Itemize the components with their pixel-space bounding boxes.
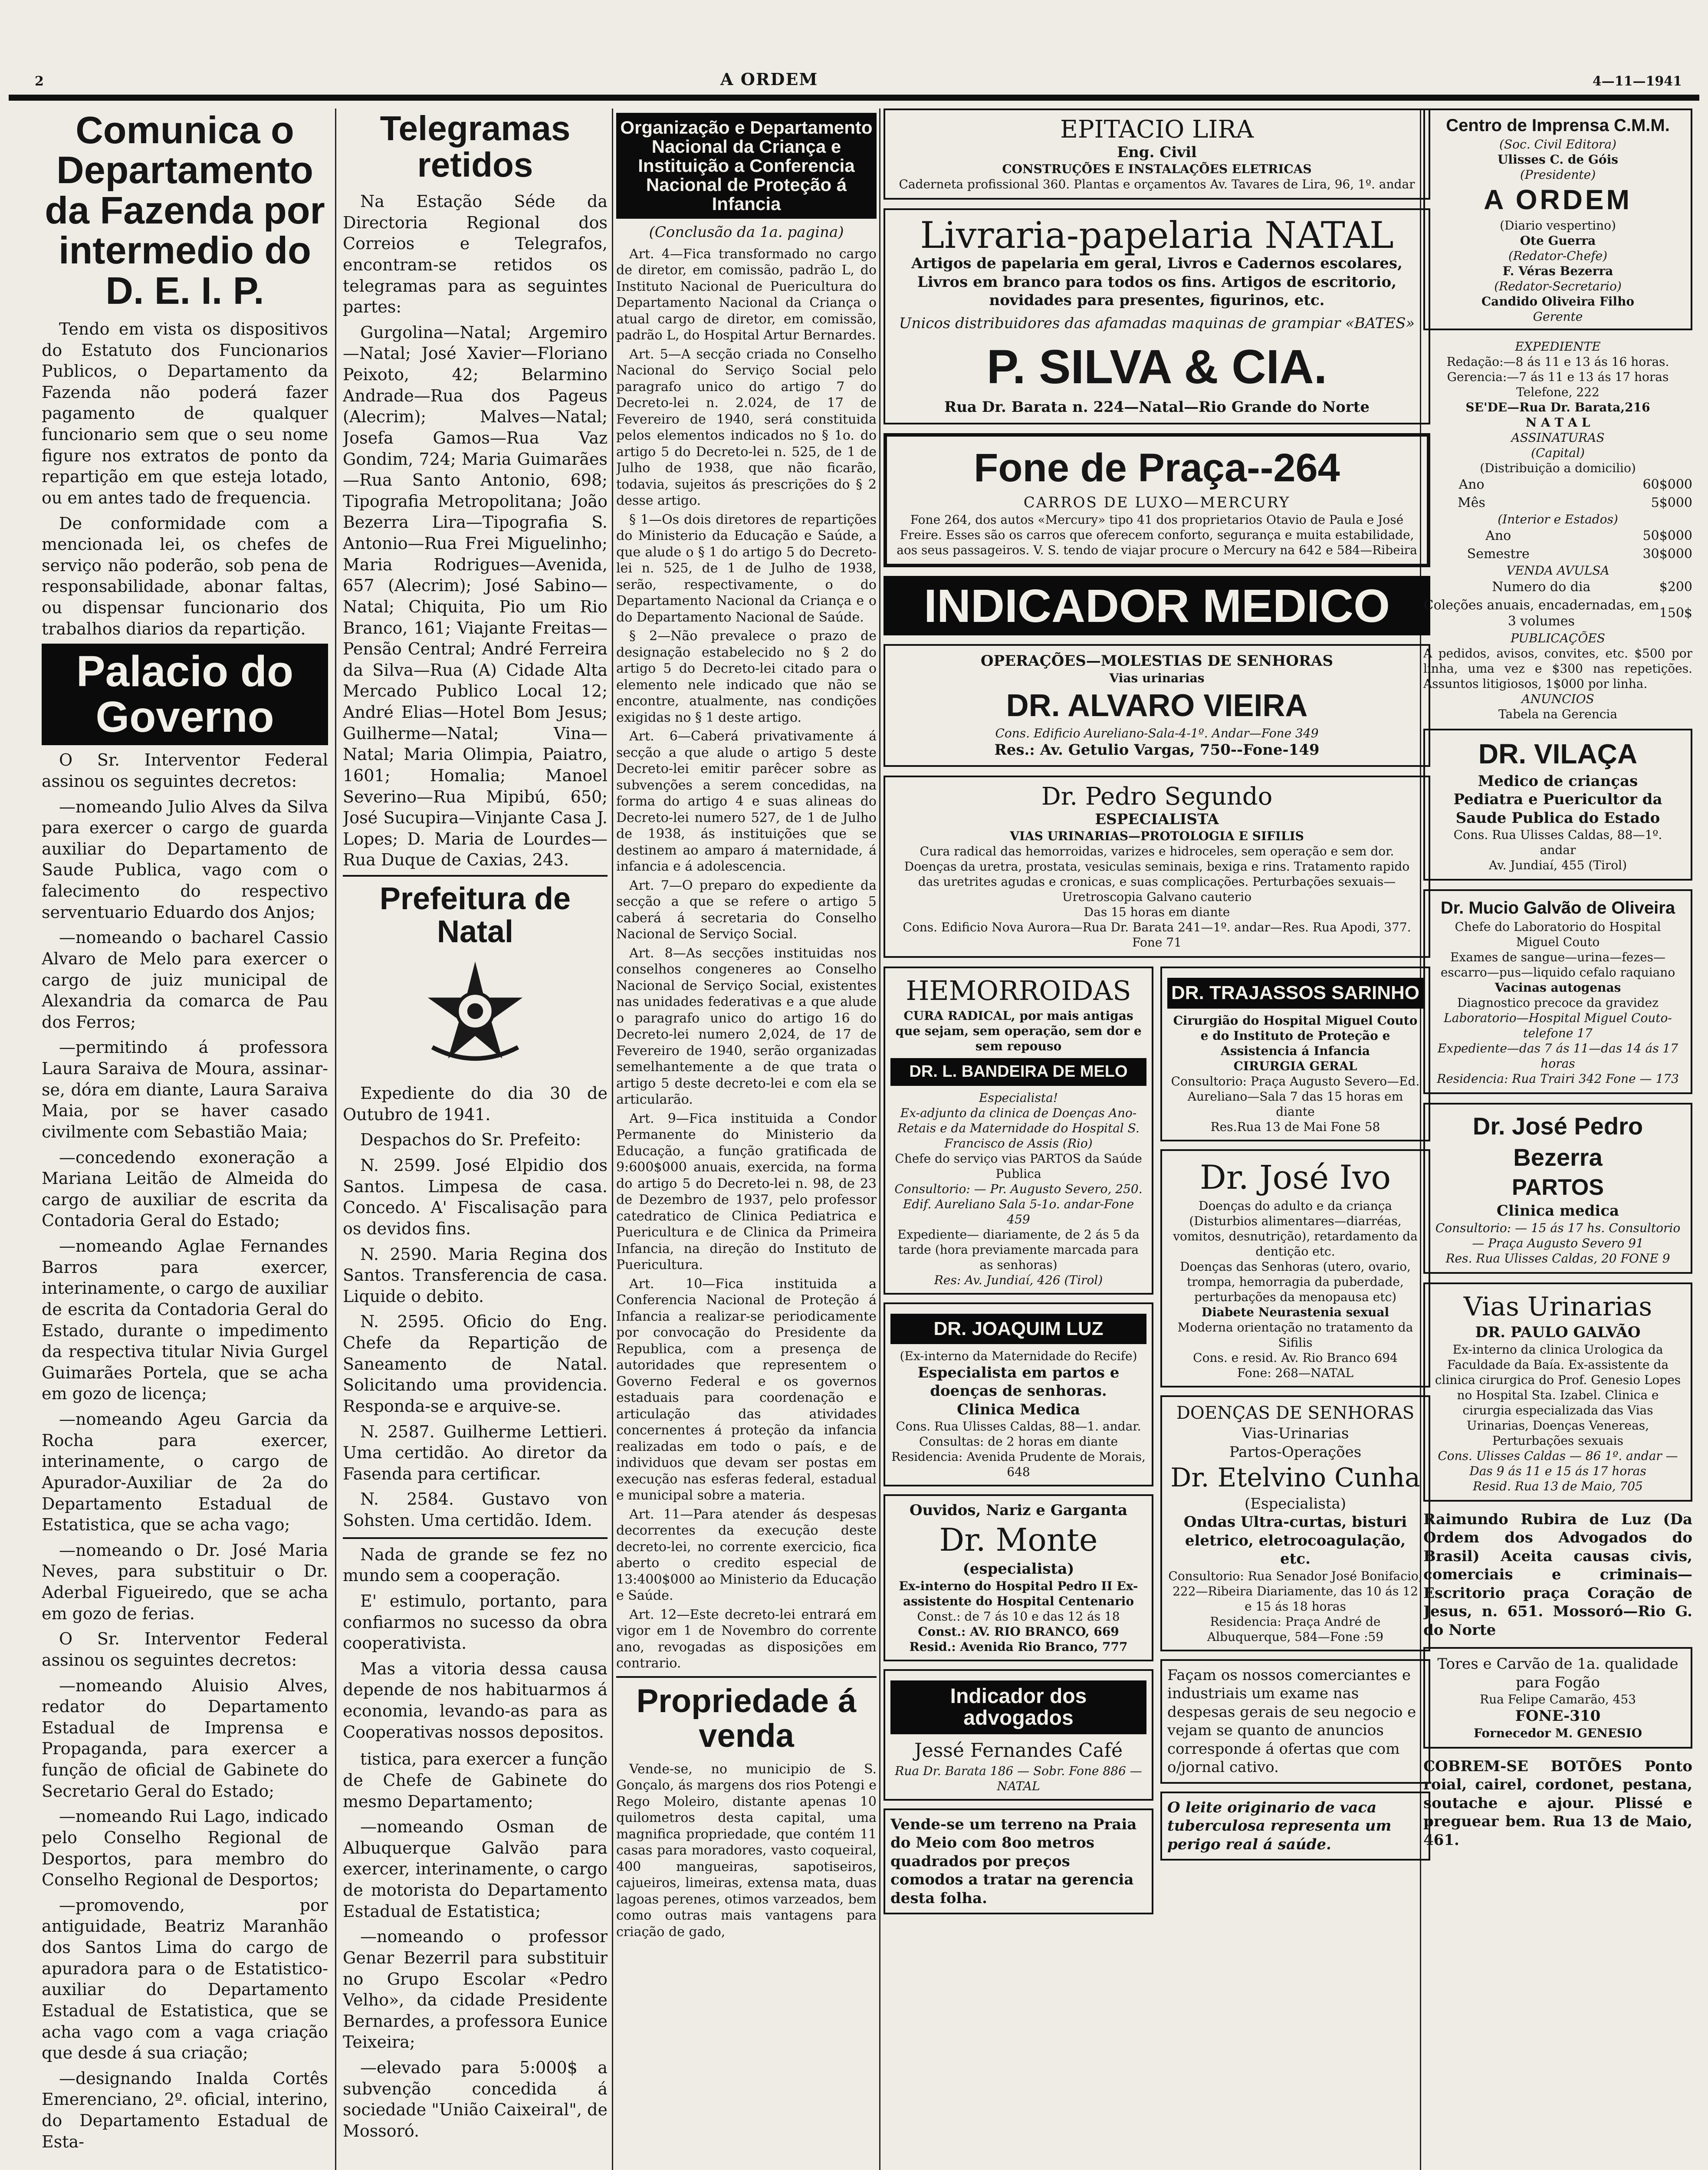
price-label: Coleções anuais, encadernadas, em 3 volumes — [1423, 597, 1659, 629]
ad-text: Consultorio: — Pr. Augusto Severo, 250. Edif. Aureliano Sala 5-1o. andar-Fone 459 — [894, 1181, 1143, 1226]
article-paragraph: Despachos do Sr. Prefeito: — [360, 1130, 581, 1150]
centro-imprensa-box — [1423, 108, 1692, 330]
ad-text: Av. Jundiaí, 455 (Tirol) — [1488, 858, 1627, 872]
ad-text: Medico de crianças — [1478, 772, 1638, 790]
price-value: 150$ — [1659, 605, 1692, 621]
price-value: 5$000 — [1651, 495, 1692, 510]
ad-doctor-name: DR. JOAQUIM LUZ — [890, 1314, 1146, 1344]
ad-title: Fone de Praça--264 — [974, 445, 1340, 490]
text: Redação:—8 ás 11 e 13 ás 16 horas. — [1446, 355, 1669, 369]
ad-text: Cons. Ulisses Caldas — 86 1º. andar — Das 9 ás 11 e 15 ás 17 horas — [1438, 1448, 1678, 1478]
ad-title: DR. VILAÇA — [1478, 738, 1638, 769]
ad-title: DOENÇAS DE SENHORAS — [1176, 1403, 1415, 1423]
ad-text: OPERAÇÕES—MOLESTIAS DE SENHORAS — [980, 652, 1334, 670]
ad-title: Dr. José Ivo — [1199, 1157, 1391, 1197]
ad-text: (Presidente) — [1520, 168, 1596, 182]
ad-text: ESPECIALISTA — [1095, 810, 1219, 828]
ad-text: Doenças do adulto e da criança (Disturbios alimentares—diarréas, vomitos, desnutrição), retardamento da dentição etc. — [1173, 1198, 1418, 1259]
article-paragraph: Art. 7—O preparo do expediente da secção a que se refere o artigo 5 caberá á secretaria do Conselho Nacional de Serviço Social. — [616, 878, 877, 942]
ad-text: Res. Rua Ulisses Caldas, 20 FONE 9 — [1445, 1251, 1670, 1266]
article-paragraph: Vende-se, no municipio de S. Gonçalo, ás margens dos rios Potengi e Rego Moleiro, distante apenas 10 quilometros desta capital, uma magnifica propriedade, que contém 11 casas para moradores, vasto coqueiral, 400 mangueiras, sapotiseiros, cajueiros, limeiras, extensa mata, duas lagoas perenes, otimos varzeados, bem como outras mais vantagens para criação de gado, — [616, 1761, 877, 1940]
ad-text: Cons. Rua Ulisses Caldas, 88—1. andar. Consultas: de 2 horas em diante — [896, 1419, 1141, 1449]
paper-name: A ORDEM — [1484, 184, 1632, 216]
ad-title: Dr. Mucio Galvão de Oliveira — [1440, 898, 1675, 917]
ad-text: Ulisses C. de Góis — [1498, 152, 1618, 167]
ad-doctor-name: DR. L. BANDEIRA DE MELO — [890, 1058, 1146, 1086]
ad-text: Resid.: Avenida Rio Branco, 777 — [909, 1639, 1128, 1654]
ad-text: Residencia: Praça André de Albuquerque, 584—Fone :59 — [1207, 1614, 1384, 1644]
ad-dr-monte — [884, 1494, 1153, 1661]
ad-text: Exames de sangue—urina—fezes—escarro—pus—liquido cefalo raquiano — [1440, 950, 1675, 980]
headline-prefeitura: Prefeitura de Natal — [343, 875, 608, 948]
ad-firm: P. SILVA & CIA. — [986, 340, 1327, 394]
text: (Capital) — [1531, 446, 1585, 460]
ad-text: CURA RADICAL, por mais antigas que sejam, sem operação, sem dor e sem repouso — [895, 1008, 1142, 1053]
article-paragraph: N. 2587. Guilherme Lettieri. Uma certidão. Ao diretor da Fasenda para certificar. — [343, 1422, 608, 1483]
ad-text: VIAS URINARIAS—PROTOLOGIA E SIFILIS — [1010, 829, 1304, 844]
ad-text: PARTOS — [1512, 1174, 1604, 1200]
ad-text: (Redator-Chefe) — [1508, 249, 1608, 263]
text: SE'DE—Rua Dr. Barata,216 — [1465, 400, 1650, 415]
section-title: EXPEDIENTE — [1515, 339, 1601, 354]
ad-text: FONE-310 — [1515, 1707, 1601, 1725]
column-1 — [42, 108, 328, 2170]
header-rule — [9, 95, 1699, 101]
ad-text: Cons. e resid. Av. Rio Branco 694 — [1193, 1350, 1398, 1365]
ad-text: Das 15 horas em diante — [1084, 905, 1230, 920]
ad-text: Tores e Carvão de 1a. qualidade para Fogão — [1437, 1655, 1678, 1691]
ad-torres-carvao — [1423, 1647, 1692, 1749]
ad-text: CONSTRUÇÕES E INSTALAÇÕES ELETRICAS — [1002, 162, 1312, 177]
ad-text: Artigos de papelaria em geral, Livros e Cadernos escolares, Livros em branco para todos os fins. Artigos de escritorio, novidades para presentes, figurinos, etc. — [911, 255, 1403, 309]
article-paragraph: Gurgolina—Natal; Argemiro—Natal; José Xavier—Floriano Peixoto, 42; Belarmino Andrade—Rua dos Pageus (Alecrim); Malves—Natal; Josefa Gamos—Rua Vaz Gondim, 724; Maria Guimarães—Rua Santo Antonio, 698; Tipografia Metropolitana; João Bezerra Lira—Tipografia S. Antonio—Rua Frei Miguelinho; Maria Rodrigues—Avenida, 657 (Alecrim); José Sabino—Natal; Chiquita, Pio um Rio Branco, 161; Viajante Freitas—Pensão Central; André Ferreira da Silva—Rua (A) Cidade Alta Mercado Publico Local 12; André Elias—Hotel Bom Jesus; Guilherme—Natal; Vina—Natal; Maria Olimpia, Paiatro, 1601; Homalia; Manoel Severino—Rua Mipibú, 650; José Sucupira—Vinjante Casa J. Lopes; D. Maria de Lourdes—Rua Duque de Caxias, 243. — [343, 322, 608, 870]
ad-text: Caderneta profissional 360. Plantas e orçamentos Av. Tavares de Lira, 96, 1º. andar — [899, 177, 1415, 192]
issue-date: 4—11—1941 — [1592, 74, 1682, 89]
article-paragraph: N. 2584. Gustavo von Sohsten. Uma certidão. Idem. — [343, 1489, 608, 1530]
ad-doctor-name: DR. TRAJASSOS SARINHO — [1167, 978, 1423, 1008]
article-paragraph: Art. 9—Fica instituida a Condor Permanente do Ministerio da Educação, a função gratificada de 9:600$000 anuais, exercida, na forma do artigo 5 do Decreto-lei n. 98, de 23 de Dezembro de 1937, pelo professor catedratico de Clinica Pediatrica e Puericultura e de Clinica da Primeira Infancia, na direção do Instituto de Puericultura. — [616, 1111, 877, 1273]
article-paragraph: § 2—Não prevalece o prazo de designação estabelecido no § 2 do artigo 5 do Decreto-lei citado para o elemento nele indicado que não se encontre, atualmente, nas condições exigidas no § 1 deste artigo. — [616, 628, 877, 725]
ad-doctor-name: DR. PAULO GALVÃO — [1475, 1324, 1641, 1341]
ad-text: Partos-Operações — [1229, 1443, 1362, 1461]
article-paragraph: —nomeando Rui Lago, indicado pelo Conselho Regional de Desportos, para membro do Conselho Regional de Desportos; — [42, 1807, 328, 1890]
price-table — [1423, 578, 1692, 631]
ad-text: Vias-Urinarias — [1242, 1425, 1349, 1443]
ad-text: Fone: 268—NATAL — [1237, 1365, 1354, 1380]
text: ANUNCIOS — [1521, 691, 1594, 706]
article-paragraph: —concedendo exoneração a Mariana Leitão de Almeida do cargo de auxiliar de escrita da Contadoria Geral do Estado; — [42, 1147, 328, 1230]
ad-text: Ote Guerra — [1520, 233, 1596, 248]
ad-text: Pediatra e Puericultor da Saude Publica do Estado — [1453, 791, 1662, 827]
ad-epitacio-lira — [884, 108, 1430, 200]
ad-text: Res: Av. Jundiaí, 426 (Tirol) — [934, 1272, 1103, 1287]
column-divider — [335, 108, 336, 2170]
article-paragraph: Art. 8—As secções instituidas nos conselhos congeneres ao Conselho Nacional de Serviço Social, existentes nas unidades federativas e a que alude o paragrafo unico do artigo 16 do Decreto-lei numero 2,024, de 17 de Fevereiro de 1940, serão organizadas semelhantemente a de que trata o artigo 5 deste decreto-lei e com ela se articularão. — [616, 945, 877, 1108]
ad-subtitle: CARROS DE LUXO—MERCURY — [1023, 494, 1291, 512]
ad-text: Cons. Edificio Nova Aurora—Rua Dr. Barata 241—1º. andar—Res. Rua Apodi, 377. Fone 71 — [903, 920, 1411, 950]
headline-propriedade: Propriedade á venda — [616, 1676, 877, 1753]
ad-text: Cura radical das hemorroidas, varizes e hidroceles, sem operação e sem dor. Doenças da uretra, prostata, vesiculas seminais, bexiga e rins. Tratamento rapido das uretrites agudas e cronicas, e suas complicações. Perturbações sexuais—Uretroscopia Galvano cauterio — [904, 844, 1410, 904]
article-paragraph: —nomeando Osman de Albuquerque Galvão para exercer, interinamente, o cargo de motorista do Departamento Estadual de Estatistica; — [343, 1817, 608, 1921]
text: Gerencia:—7 ás 11 e 13 ás 17 horas — [1447, 370, 1669, 385]
ad-text: (Soc. Civil Editora) — [1499, 137, 1616, 152]
column-3 — [616, 108, 877, 2170]
article-paragraph: N. 2599. José Elpidio dos Santos. Limpesa de casa. Concedo. A' Fiscalisação para os devidos fins. — [343, 1156, 608, 1238]
article-paragraph: Na Estação Séde da Directoria Regional dos Correios e Telegrafos, encontram-se retidos os telegramas para as seguintes partes: — [343, 192, 608, 317]
text: A pedidos, avisos, convites, etc. $500 por linha, uma vez e $300 nas repetições. Assuntos litigiosos, 1$000 por linha. — [1423, 646, 1692, 691]
price-label: Ano — [1485, 528, 1511, 544]
article-paragraph: Tendo em vista os dispositivos do Estatuto dos Funcionarios Publicos, o Departamento da Fazenda não poderá fazer pagamento de qualquer funcionario sem que o seu nome figure nos extratos de ponto da repartição em que esteja lotado, ou em antes tado de frequencia. — [42, 319, 328, 507]
ad-text: Diagnostico precoce da gravidez — [1457, 996, 1659, 1010]
ad-joaquim-luz — [884, 1302, 1153, 1487]
article-paragraph: —nomeando Aglae Fernandes Barros para exercer, interinamente, o cargo de auxiliar de escrita da Contadoria Geral do Estado, durante o impedimento da respectiva titular Nivia Gurgel Guimarães Portela, que se acha em gozo de licença; — [42, 1236, 328, 1404]
ad-text: Cons. Rua Ulisses Caldas, 88—1º. andar — [1453, 828, 1662, 857]
ad-address: Rua Dr. Barata n. 224—Natal—Rio Grande do Norte — [944, 398, 1370, 416]
article-paragraph: Art. 4—Fica transformado no cargo de diretor, em comissão, padrão L, do Instituto Nacional de Puericultura do Departamento Nacional da Criança o atual cargo de diretor, em comissão, padrão L, do Hospital Artur Bernardes. — [616, 246, 877, 343]
ad-text: Chefe do serviço vias PARTOS da Saúde Publica — [895, 1151, 1142, 1181]
article-paragraph: § 1—Os dois diretores de repartições do Ministerio da Educação e Saúde, a que alude o § 1 do artigo 5 do Decreto-lei n. 525, de 1 de Julho de 1938, serão, respectivamente, o do Departamento Nacional da Criança e o do Departamento Nacional de Saúde. — [616, 512, 877, 625]
ad-text: (Especialista) — [1245, 1495, 1346, 1512]
ad-text: CIRURGIA GERAL — [1233, 1059, 1357, 1073]
ad-text: Cirurgião do Hospital Miguel Couto e do Instituto de Proteção e Assistencia á Infancia — [1173, 1013, 1418, 1058]
ad-text: Resid. Rua 13 de Maio, 705 — [1473, 1479, 1643, 1493]
ad-text: Fone 264, dos autos «Mercury» tipo 41 dos proprietarios Otavio de Paula e José Freire. Esses são os carros que oferecem conforto, segurança e muita estabilidade, aos seus passageiros. V. S. tendo de viajar procure o Mercury na 642 e 584—Ribeira — [897, 512, 1417, 557]
ad-vilaca — [1423, 729, 1692, 881]
ad-text: Rua Dr. Barata 186 — Sobr. Fone 886 — NATAL — [895, 1763, 1142, 1793]
expediente-block — [1423, 339, 1692, 722]
ad-leite: O leite originario de vaca tuberculosa representa um perigo real á saúde. — [1160, 1792, 1430, 1861]
article-paragraph: E' estimulo, portanto, para confiarmos no sucesso da obra cooperativista. — [343, 1591, 608, 1653]
ad-row — [884, 967, 1430, 1922]
ad-text: Rua Felipe Camarão, 453 — [1479, 1692, 1636, 1707]
text: ASSINATURAS — [1511, 431, 1605, 445]
article-paragraph: —nomeando o professor Genar Bezerril para substituir no Grupo Escolar «Pedro Velho», da cidade Presidente Bernardes, a professora Eunice Teixeira; — [343, 1927, 608, 2052]
text: PUBLICAÇÕES — [1511, 631, 1605, 645]
ad-text: Vias urinarias — [1109, 671, 1205, 685]
ad-terreno: Vende-se um terreno na Praia do Meio com 8oo metros quadrados por preços comodos a tratar na gerencia desta folha. — [884, 1808, 1153, 1915]
ad-pedro-segundo — [884, 776, 1430, 958]
ad-text: Laboratorio—Hospital Miguel Couto-telefone 17 — [1444, 1011, 1672, 1041]
ad-text: Consultorio: Praça Augusto Severo—Ed. Aureliano—Sala 7 das 15 horas em diante — [1171, 1074, 1420, 1119]
page-number: 2 — [35, 74, 44, 89]
ad-text: Especialista em partos e doenças de senhoras. — [917, 1364, 1120, 1400]
ad-text: Consultorio: — 15 ás 17 hs. Consultorio — Praça Augusto Severo 91 — [1435, 1220, 1681, 1250]
article-paragraph: —elevado para 5:000$ a subvenção concedida á sociedade "União Caixeiral", de Mossoró. — [343, 2058, 608, 2140]
ad-lawyer-name: Jessé Fernandes Café — [914, 1739, 1123, 1762]
ad-alvaro-vieira — [884, 644, 1430, 767]
article-paragraph: N. 2590. Maria Regina dos Santos. Transferencia de casa. Liquide o debito. — [343, 1244, 608, 1306]
article-paragraph: —designando Inalda Cortês Emerenciano, 2º. oficial, interino, do Departamento Estadual de Esta- — [42, 2068, 328, 2151]
ad-text: Ex-adjunto da clinica de Doenças Ano-Retais e da Maternidade do Hospital S. Francisco de Assis (Rio) — [897, 1105, 1140, 1151]
price-label: Mês — [1458, 495, 1485, 510]
indicador-medico-banner: INDICADOR MEDICO — [884, 576, 1430, 635]
paper-name: A ORDEM — [720, 69, 818, 89]
price-value: 50$000 — [1642, 528, 1692, 544]
text: N A T A L — [1525, 415, 1590, 430]
ad-comerciantes: Façam os nossos comerciantes e industriais um exame nas despesas gerais de seu negocio e vejam se quanto de anuncios corresponde á ofertas que com o/jornal cativo. — [1160, 1659, 1430, 1784]
article-paragraph: Mas a vitoria dessa causa depende de nos habituarmos á economia, levando-as para as Cooperativas nossos depositos. — [343, 1659, 608, 1742]
ad-text: Gerente — [1533, 309, 1583, 324]
ad-text: Vacinas autogenas — [1494, 980, 1621, 995]
column-2 — [343, 108, 608, 2170]
ad-text: Candido Oliveira Filho — [1481, 294, 1635, 309]
ad-title: Centro de Imprensa C.M.M. — [1446, 116, 1670, 135]
ad-text: Consultorio: Rua Senador José Bonifacio, 222—Ribeira Diariamente, das 10 ás 12 e 15 ás 18 horas — [1168, 1568, 1422, 1614]
ad-text: Expediente—das 7 ás 11—das 14 ás 17 horas — [1437, 1041, 1678, 1071]
ad-text: Res.: Av. Getulio Vargas, 750--Fone-149 — [994, 741, 1320, 759]
article-paragraph: —nomeando Aluisio Alves, redator do Departamento Estadual de Imprensa e Propaganda, para exercer a função de oficial de Gabinete do Secretario Geral do Estado; — [42, 1676, 328, 1801]
article-paragraph: O Sr. Interventor Federal assinou os seguintes decretos: — [42, 750, 328, 791]
ad-botoes: COBREM-SE BOTÕES Ponto roial, cairel, cordonet, pestana, soutache e ajour. Plissé e preguear bem. Rua 13 de Maio, 461. — [1423, 1757, 1692, 1849]
ad-title: Dr. Pedro Segundo — [1041, 783, 1273, 811]
ad-text: Res.Rua 13 de Mai Fone 58 — [1210, 1119, 1380, 1134]
ad-title: EPITACIO LIRA — [1060, 115, 1254, 144]
continuation-note: (Conclusão da 1a. pagina) — [649, 224, 844, 241]
article-paragraph: N. 2595. Oficio do Eng. Chefe da Repartição de Saneamento de Natal. Solicitando uma providencia. Responda-se e arquive-se. — [343, 1312, 608, 1416]
ad-title: Vias Urinarias — [1463, 1291, 1652, 1322]
ad-etelvino-cunha — [1160, 1395, 1430, 1651]
ad-rubira: Raimundo Rubira de Luz (Da Ordem dos Advogados do Brasil) Aceita causas civis, comerciais e criminais—Escritorio praça Coração de Jesus, n. 651. Mossoró—Rio G. do Norte — [1423, 1510, 1692, 1639]
article-paragraph: Art. 5—A secção criada no Conselho Nacional do Serviço Social pelo paragrafo unico do artigo 7 do Decreto-lei n. 2.024, de 17 de Fevereiro de 1940, será constituida pelos elementos indicados no § 1o. do artigo 5 do Decreto-lei n. 525, de 1 de Julho de 1938, que não ficarão, todavia, sujeitos ás prescrições do § 2 desse artigo. — [616, 346, 877, 509]
ad-text: F. Véras Bezerra — [1502, 264, 1613, 279]
article-paragraph: —promovendo, por antiguidade, Beatriz Maranhão dos Santos Lima do cargo de apuradora para o de Estatistico-auxiliar do Departamento Estadual de Estatistica, que se acha vago com a vaga criação que desde á sua criação; — [42, 1895, 328, 2063]
ad-text: Expediente— diariamente, de 2 ás 5 da tarde (hora previamente marcada para as senhoras) — [897, 1227, 1140, 1272]
article-paragraph: Art. 6—Caberá privativamente á secção a que alude o artigo 5 deste Decreto-lei emitir parêcer sobre as subvenções a serem concedidas, na forma do artigo 4 e suas alineas do Decreto-lei numero 527, de 1 de Julho de 1938, ás instituições que se destinem ao amparo á maternidade, á infancia e á adolescencia. — [616, 729, 877, 875]
article-paragraph: —nomeando o bacharel Cassio Alvaro de Melo para exercer o cargo de juiz municipal de Alexandria da comarca de Pau dos Ferros; — [42, 928, 328, 1032]
price-table — [1423, 476, 1692, 512]
article-paragraph: —permitindo á professora Laura Saraiva de Moura, assinar-se, dóra em diante, Laura Saraiva Maia, por se haver casado civilmente com Sebastião Maia; — [42, 1038, 328, 1141]
column-5 — [1423, 108, 1692, 2170]
article-paragraph: —nomeando Julio Alves da Silva para exercer o cargo de guarda auxiliar do Departamento de Saude Publica, vago com o falecimento do respectivo serventuario Eduardo dos Anjos; — [42, 797, 328, 922]
price-value: $200 — [1659, 579, 1692, 595]
ad-text: Residencia: Rua Trairi 342 Fone — 173 — [1437, 1072, 1679, 1086]
ad-title: Livraria-papelaria NATAL — [920, 214, 1394, 257]
column-divider — [879, 108, 880, 2170]
price-label: Ano — [1458, 477, 1485, 493]
price-label: Semestre — [1467, 546, 1530, 562]
ad-text: Clinica medica — [1496, 1202, 1619, 1220]
ad-text: Chefe do Laboratorio do Hospital Miguel Couto — [1455, 920, 1661, 950]
headline-departamento-crianca: Organização e Departamento Nacional da Criança e Instituição a Conferencia Nacional de Proteção á Infancia — [616, 113, 877, 219]
ad-text: Fornecedor M. GENESIO — [1474, 1726, 1642, 1740]
cooperativism-box — [343, 1537, 608, 1743]
article-paragraph: —nomeando o Dr. José Maria Neves, para substituir o Dr. Aderbal Figueiredo, que se acha em gozo de ferias. — [42, 1540, 328, 1623]
coat-of-arms-icon — [419, 957, 532, 1070]
ad-subtitle: Eng. Civil — [1117, 143, 1197, 161]
price-value: 60$000 — [1642, 477, 1692, 493]
article-paragraph: Art. 12—Este decreto-lei entrará em vigor em 1 de Novembro do corrente ano, revogadas as disposições em contrario. — [616, 1607, 877, 1671]
ad-text: Doenças das Senhoras (utero, ovario, trompa, hemorragia da puberdade, perturbações da menopausa etc) — [1180, 1259, 1411, 1304]
text: Tabela na Gerencia — [1498, 707, 1618, 721]
ad-text: Cons. Edificio Aureliano-Sala-4-1º. Andar—Fone 349 — [995, 726, 1319, 740]
ad-livraria-natal — [884, 208, 1430, 424]
text: (Distribuição a domicilio) — [1480, 461, 1636, 476]
ad-text: Especialista! — [979, 1090, 1058, 1105]
article-paragraph: O Sr. Interventor Federal assinou os seguintes decretos: — [42, 1629, 328, 1670]
ad-text: (especialista) — [962, 1560, 1074, 1578]
ad-hemorroidas — [884, 967, 1153, 1294]
masthead — [9, 69, 1699, 91]
ad-text: Residencia: Avenida Prudente de Morais, 648 — [891, 1450, 1146, 1480]
ad-text: (Redator-Secretario) — [1494, 279, 1622, 294]
article-paragraph: Art. 11—Para atender ás despesas decorrentes da execução deste decreto-lei, no corrente exercicio, fica aberto o credito especial de 13:400$000 ao Ministerio da Educação e Saúde. — [616, 1506, 877, 1604]
ad-text: Ouvidos, Nariz e Garganta — [909, 1502, 1128, 1519]
column-divider — [612, 108, 613, 2170]
price-table — [1423, 527, 1692, 563]
price-label: Numero do dia — [1492, 579, 1591, 595]
ad-title: DR. ALVARO VIEIRA — [1006, 688, 1308, 723]
ad-text: Ondas Ultra-curtas, bisturi eletrico, eletrocoagulação, etc. — [1183, 1513, 1407, 1568]
ad-jose-ivo — [1160, 1149, 1430, 1387]
ad-text: Ex-interno da clinica Urologica da Faculdade da Baía. Ex-assistente da clinica cirurgica do Prof. Genesio Lopes no Hospital Sta. Izabel. Clinica e cirurgia especializada das Vias Urinarias, Doenças Venereas, Perturbações sexuais — [1435, 1342, 1681, 1448]
ad-title: Dr. Monte — [939, 1521, 1098, 1558]
ad-text: Unicos distribuidores das afamadas maquinas de grampiar «BATES» — [899, 314, 1415, 332]
ad-text: Const.: de 7 ás 10 e das 12 ás 18 — [917, 1609, 1120, 1624]
headline-fazenda: Comunica o Departamento da Fazenda por intermedio do D. E. I. P. — [45, 108, 325, 312]
article-paragraph: Expediente do dia 30 de Outubro de 1941. — [343, 1084, 608, 1124]
article-paragraph: Art. 10—Fica instituida a Conferencia Nacional de Proteção á Infancia a realizar-se periodicamente por convocação do Presidente da Republica, com a presença de autoridades que representem o Governo Federal e os governos estaduais para coordenação e articulação das atividades concernentes á proteção da infancia realizadas em todo o país, e de individuos que devam ser postas em execução nas esferas federal, estadual e municipal sobre a materia. — [616, 1276, 877, 1503]
headline-palacio: Palacio do Governo — [42, 644, 328, 745]
column-ads — [884, 108, 1430, 2170]
ad-text: Const.: AV. RIO BRANCO, 669 — [918, 1624, 1119, 1639]
ad-title: Indicador dos advogados — [890, 1680, 1146, 1735]
ad-text: (Diario vespertino) — [1500, 218, 1616, 233]
price-value: 30$000 — [1642, 546, 1692, 562]
ad-mucio-galvao — [1423, 889, 1692, 1094]
ad-text: Diabete Neurastenia sexual — [1201, 1305, 1389, 1319]
ad-title: HEMORROIDAS — [906, 975, 1131, 1007]
ad-vias-urinarias — [1423, 1282, 1692, 1502]
ad-jose-pedro-bezerra — [1423, 1103, 1692, 1273]
ad-title: Dr. José Pedro Bezerra — [1472, 1112, 1643, 1171]
ad-text: Ex-interno do Hospital Pedro II Ex-assistente do Hospital Centenario — [899, 1578, 1138, 1608]
ad-text: Clinica Medica — [957, 1401, 1080, 1418]
headline-telegramas: Telegramas retidos — [380, 109, 571, 184]
text: VENDA AVULSA — [1506, 563, 1609, 578]
article-paragraph: De conformidade com a mencionada lei, os chefes de serviço não poderão, sob pena de responsabilidade, abonar faltas, ou dispensar funcionario dos trabalhos diarios da repartição. — [42, 513, 328, 638]
text: Telefone, 222 — [1516, 385, 1600, 400]
ad-trajassos-sarinho — [1160, 967, 1430, 1141]
ad-doctor-name: Dr. Etelvino Cunha — [1170, 1463, 1420, 1493]
article-paragraph: tistica, para exercer a função de Chefe de Gabinete do mesmo Departamento; — [343, 1749, 608, 1811]
ad-text: Moderna orientação no tratamento da Sifilis — [1177, 1320, 1413, 1350]
article-paragraph: Nada de grande se fez no mundo sem a cooperação. — [343, 1545, 608, 1585]
text: (Interior e Estados) — [1498, 512, 1618, 527]
ad-text: (Ex-interno da Maternidade do Recife) — [900, 1348, 1137, 1363]
article-paragraph: —nomeando Ageu Garcia da Rocha para exercer, interinamente, o cargo de Apurador-Auxiliar de 2a do Departamento Estadual de Estatistica, que se acha vago; — [42, 1410, 328, 1535]
ad-advogados — [884, 1669, 1153, 1801]
ad-fone-praca — [884, 433, 1430, 567]
